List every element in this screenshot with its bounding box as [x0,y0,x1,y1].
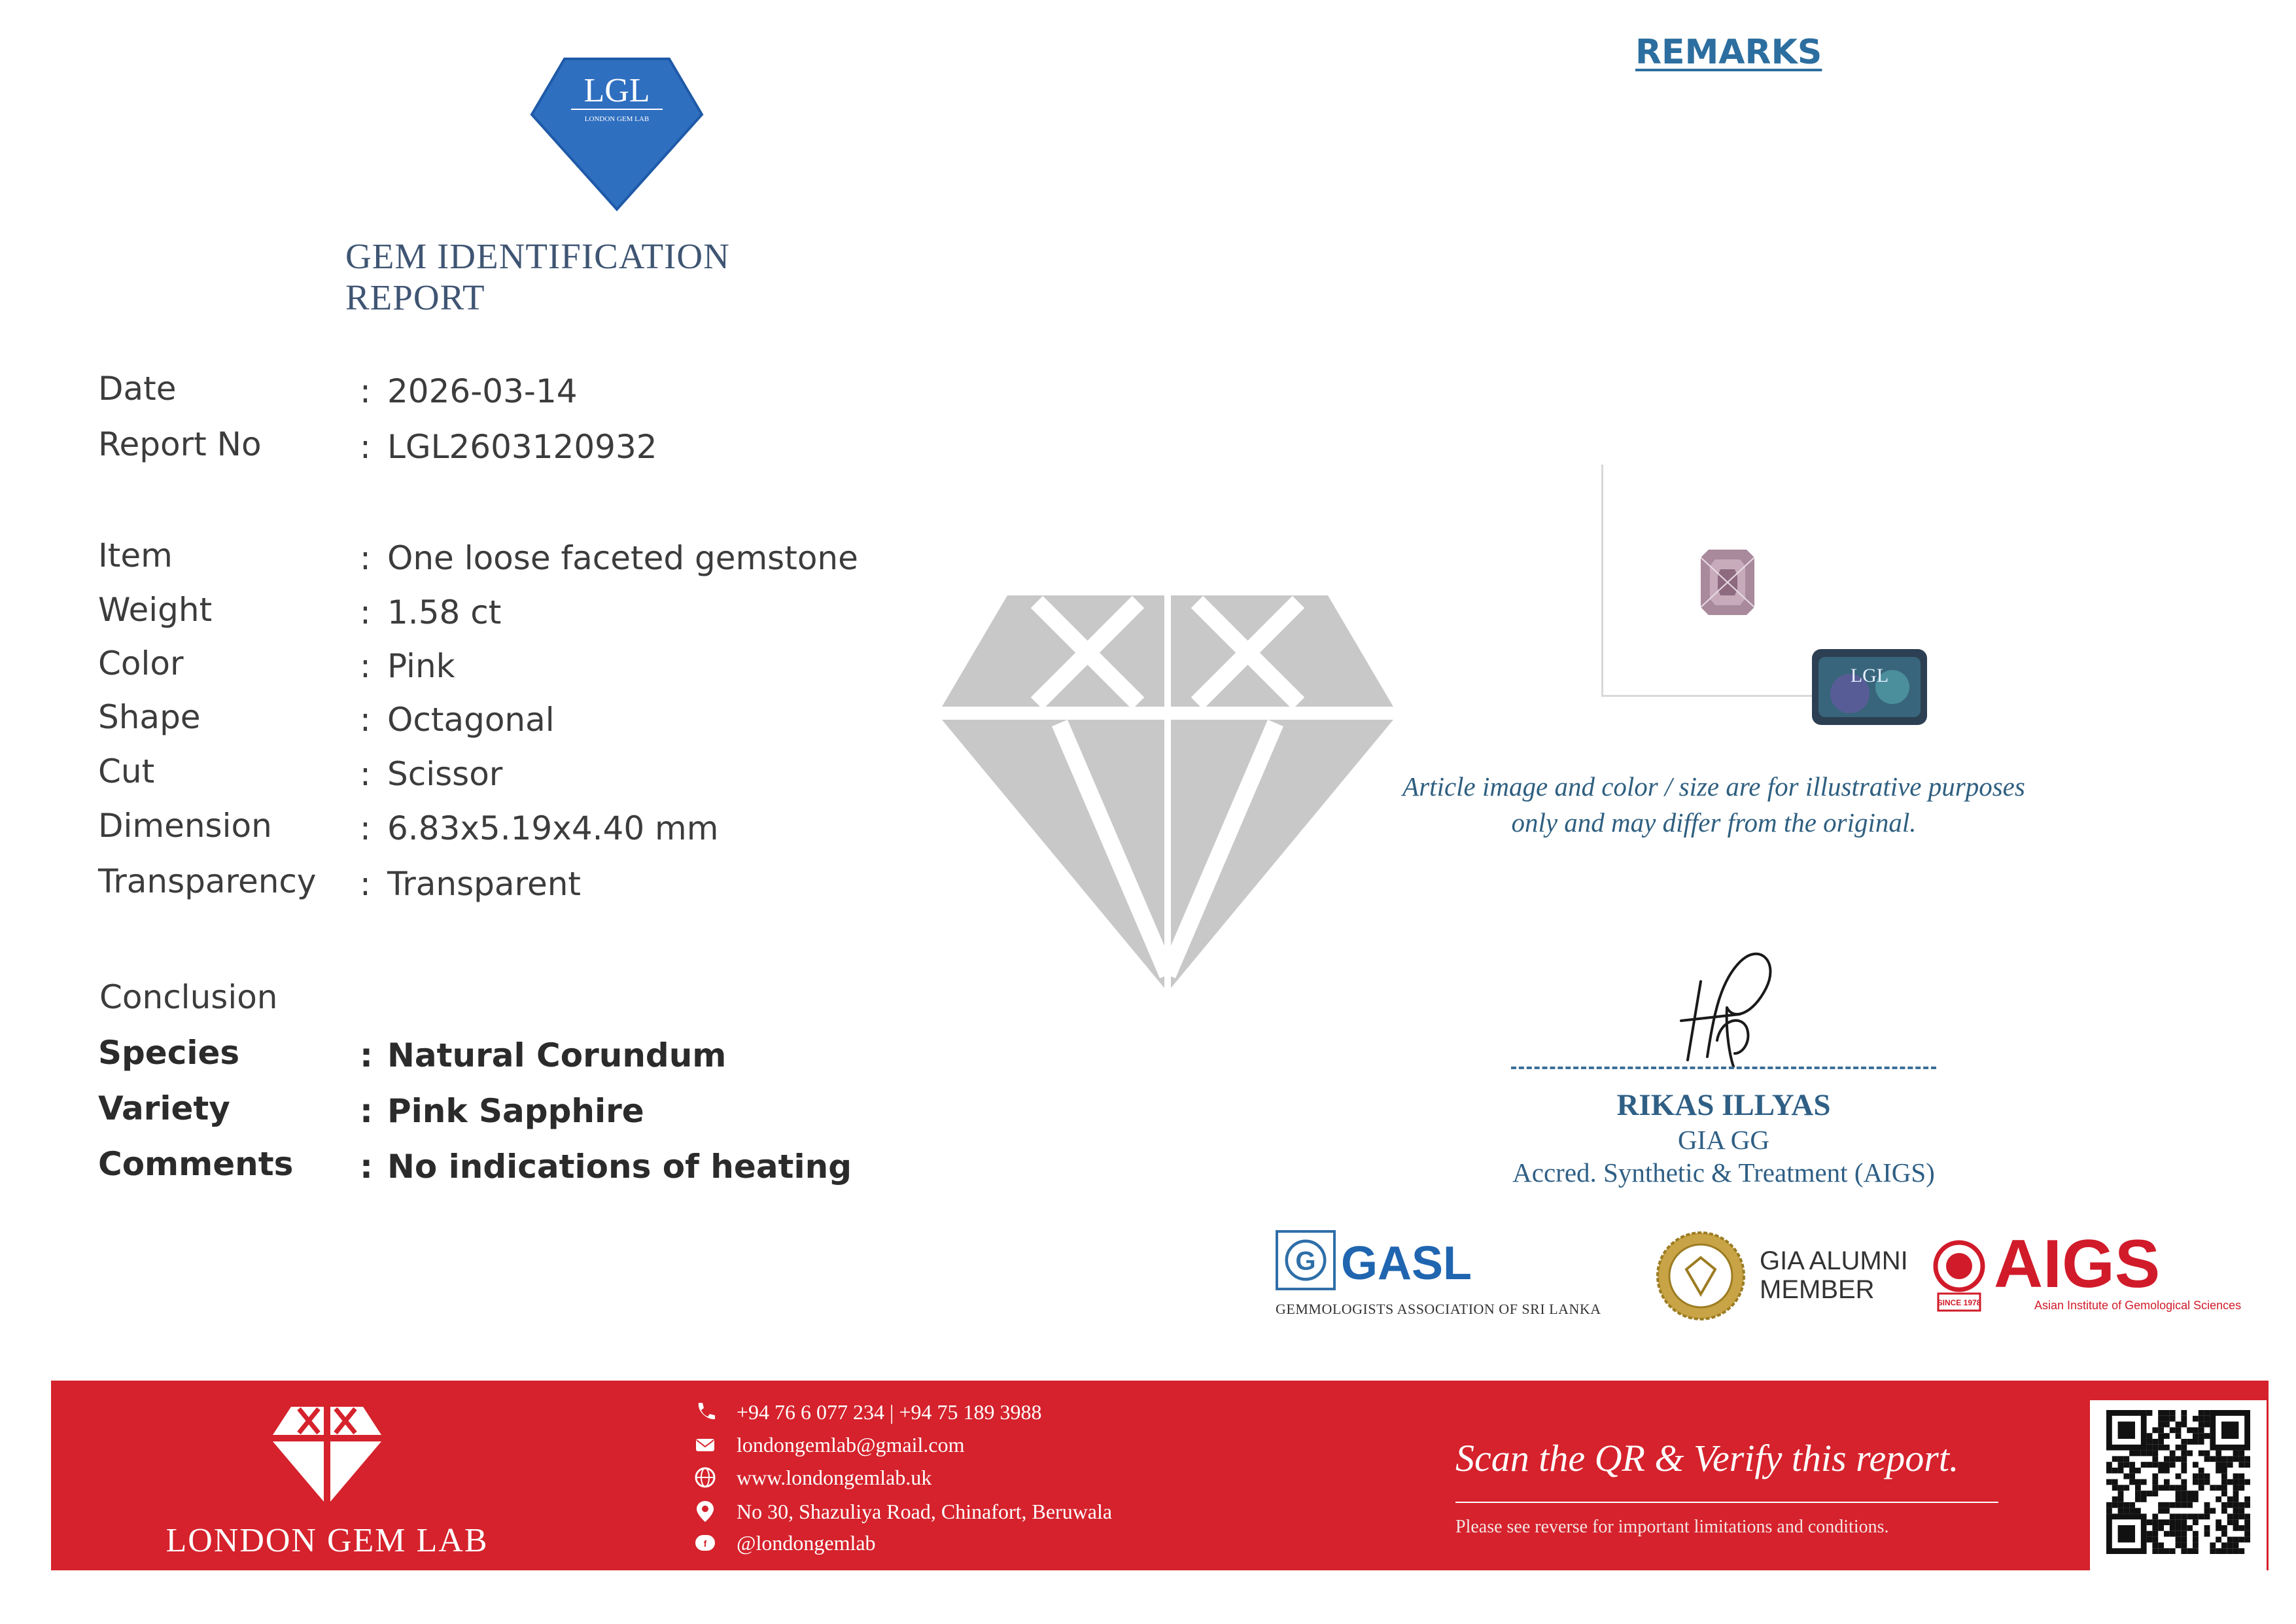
detail-colon: : [360,755,371,793]
gia-alumni-seal-icon [1655,1230,1747,1322]
remarks-heading: REMARKS [1635,33,1822,72]
diamond-watermark [942,582,1393,988]
hologram-sticker [1811,648,1928,726]
conclusion-colon: : [360,1148,373,1186]
detail-value: 6.83x5.19x4.40 mm [387,809,719,847]
footer-brand: LONDON GEM LAB [165,1522,489,1559]
detail-value: One loose faceted gemstone [387,539,858,577]
detail-value: Pink [387,647,455,685]
svg-text:LGL: LGL [1850,665,1889,686]
detail-value: Transparent [387,865,582,903]
detail-value: Scissor [387,755,503,793]
detail-colon: : [360,809,371,847]
detail-value: 1.58 ct [387,593,502,631]
gia-alumni-badge: GIA ALUMNI MEMBER [1760,1246,1908,1304]
svg-text:f: f [703,1538,707,1549]
detail-value: LGL2603120932 [387,428,657,466]
conclusion-label-0: Species [98,1034,240,1072]
conclusion-label: Conclusion [99,978,278,1016]
report-title: GEM IDENTIFICATION REPORT [345,236,730,317]
globe-icon [693,1466,717,1489]
detail-label: Weight [98,591,213,629]
gemstone-image [1701,550,1754,615]
svg-text:LONDON GEM LAB: LONDON GEM LAB [584,115,650,123]
location-icon [693,1500,717,1523]
conclusion-value: No indications of heating [387,1148,852,1186]
detail-colon: : [360,647,371,685]
svg-text:G: G [1295,1246,1316,1276]
contact-text: www.londongemlab.uk [737,1466,932,1489]
detail-colon: : [360,539,371,577]
verification-qr-code[interactable] [2106,1410,2250,1554]
disclaimer-line-1: Article image and color / size are for illustrative purposes [1402,771,2025,802]
conclusion-colon: : [360,1036,373,1074]
lgl-diamond-logo [529,56,705,213]
gasl-emblem-icon [1276,1230,1336,1290]
detail-label: Report No [98,425,262,463]
signature-line [1511,1067,1936,1069]
signer-accreditation: Accred. Synthetic & Treatment (AIGS) [1512,1157,1935,1188]
scan-qr-instruction: Scan the QR & Verify this report. [1455,1437,1959,1479]
email-icon [693,1433,717,1456]
detail-label: Dimension [98,807,272,845]
detail-colon: : [360,428,371,466]
contact-text: No 30, Shazuliya Road, Chinafort, Beruwala [737,1500,1113,1523]
contact-text: +94 76 6 077 234 | +94 75 189 3988 [737,1400,1042,1424]
disclaimer-line-2: only and may differ from the original. [1511,807,1917,838]
contact-text: londongemlab@gmail.com [737,1433,965,1456]
conclusion-colon: : [360,1092,373,1130]
phone-icon [693,1400,717,1424]
gasl-badge: GASL [1341,1237,1472,1290]
detail-value: Octagonal [387,701,555,739]
social-icon [693,1531,717,1555]
detail-label: Shape [98,698,201,736]
signer-credential: GIA GG [1677,1125,1770,1155]
aigs-caption: Asian Institute of Gemological Sciences [2034,1299,2242,1312]
detail-label: Cut [98,752,155,790]
conclusion-label-2: Comments [98,1145,294,1183]
limitations-note: Please see reverse for important limitations and conditions. [1455,1517,1889,1537]
detail-colon: : [360,701,371,739]
gasl-caption: GEMMOLOGISTS ASSOCIATION OF SRI LANKA [1276,1301,1601,1317]
signer-name: RIKAS ILLYAS [1616,1088,1831,1122]
aigs-badge: AIGS [1994,1226,2161,1302]
conclusion-label-1: Variety [98,1089,230,1127]
footer-diamond-icon [271,1403,383,1505]
detail-label: Color [98,644,184,682]
contact-text: @londongemlab [737,1531,876,1555]
detail-value: 2026-03-14 [387,372,578,410]
scan-divider [1455,1502,1998,1503]
detail-colon: : [360,372,371,410]
svg-text:SINCE 1978: SINCE 1978 [1937,1298,1981,1307]
detail-label: Item [98,537,173,574]
aigs-emblem-icon [1933,1240,1985,1312]
detail-colon: : [360,593,371,631]
conclusion-value: Natural Corundum [387,1036,727,1074]
conclusion-value: Pink Sapphire [387,1092,644,1130]
detail-label: Transparency [98,862,317,900]
handwritten-signature [1661,942,1818,1073]
svg-text:LGL: LGL [583,72,650,109]
detail-label: Date [98,370,177,408]
detail-colon: : [360,865,371,903]
image-disclaimer [1387,769,2041,841]
